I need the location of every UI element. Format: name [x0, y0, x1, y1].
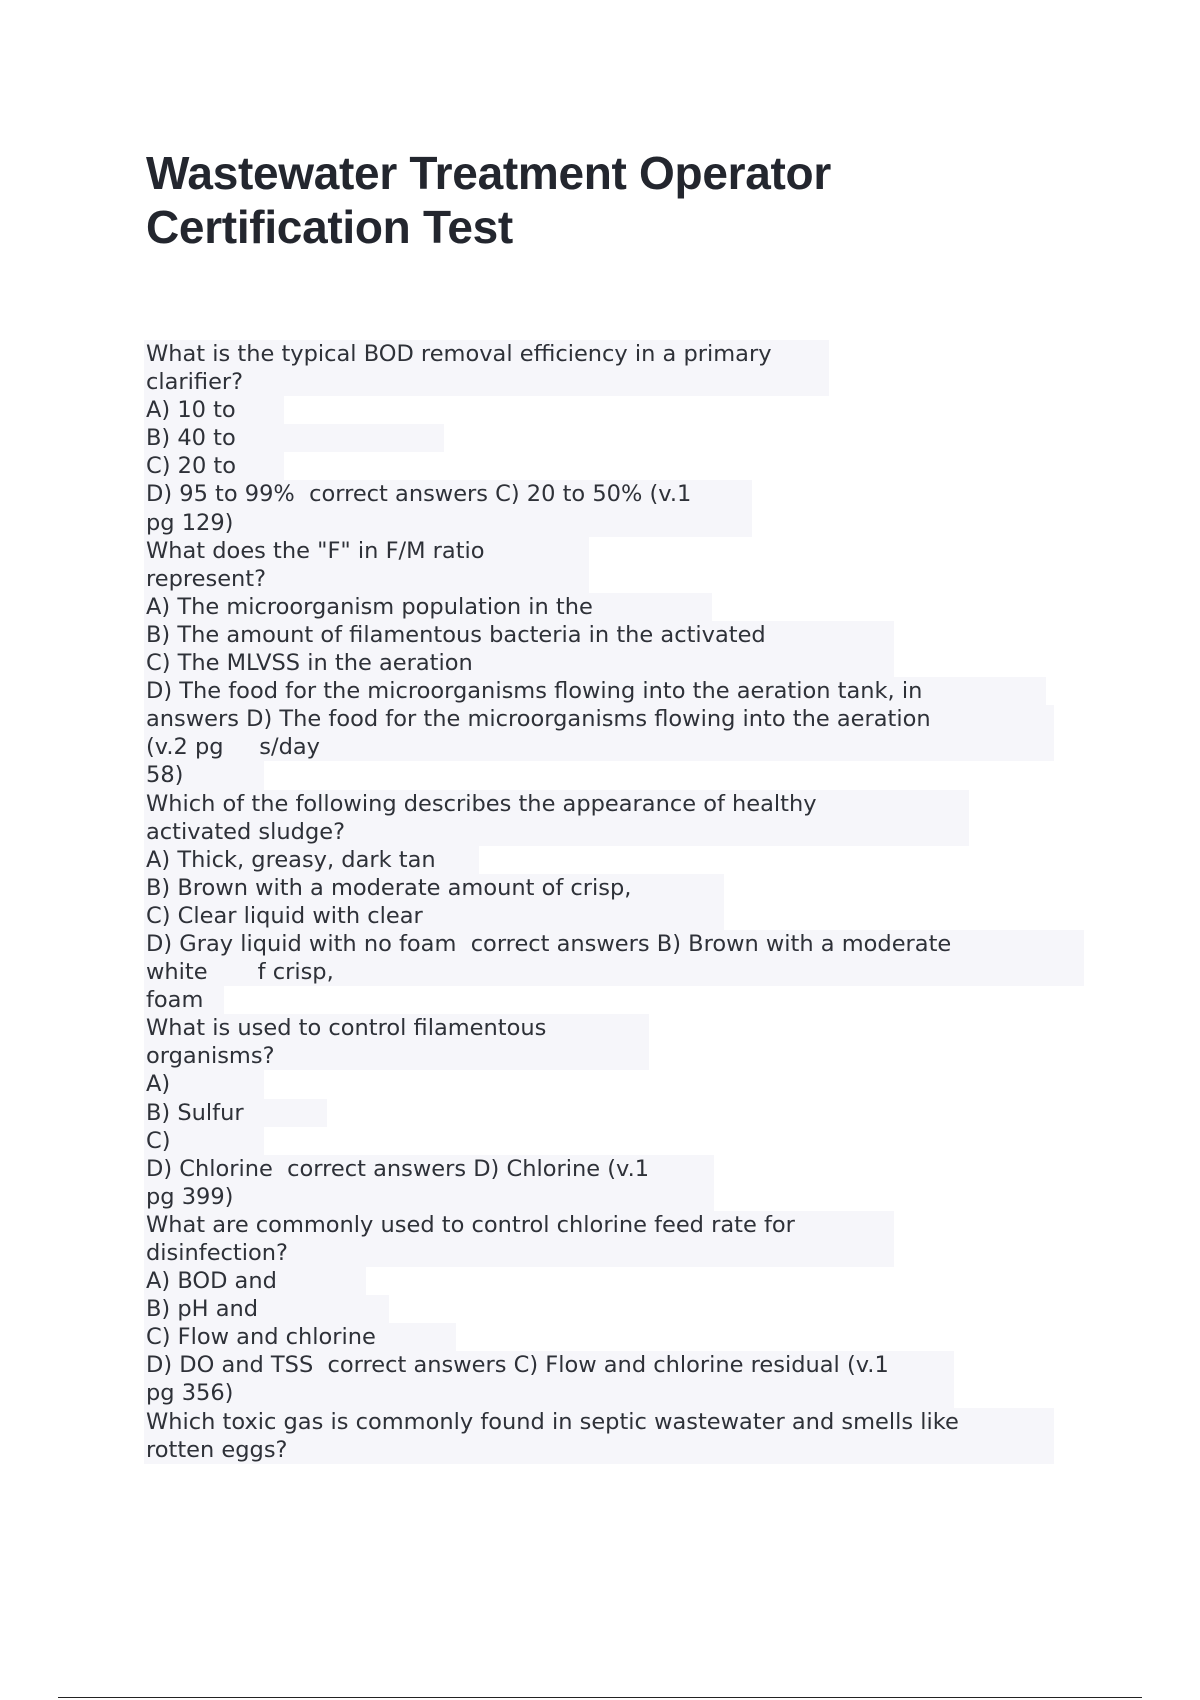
question-answer-list: [146, 340, 1096, 1464]
text-line: A) 10 to: [146, 396, 1096, 424]
text-line: C) Clear liquid with clear: [146, 902, 1096, 930]
text-line: 58): [146, 761, 1096, 789]
text-line: pg 356): [146, 1379, 1096, 1407]
text-line: A): [146, 1070, 1096, 1098]
text-line: What are commonly used to control chlorine feed rate for: [146, 1211, 1096, 1239]
text-line: answers D) The food for the microorganisms flowing into the aeration: [146, 705, 1096, 733]
text-line: C): [146, 1127, 1096, 1155]
text-line: white f crisp,: [146, 958, 1096, 986]
text-line: D) The food for the microorganisms flowing into the aeration tank, in: [146, 677, 1096, 705]
text-line: A) The microorganism population in the: [146, 593, 1096, 621]
text-line: A) BOD and: [146, 1267, 1096, 1295]
text-line: D) Chlorine correct answers D) Chlorine (v.1: [146, 1155, 1096, 1183]
document-title-text: Wastewater Treatment Operator Certification Test: [146, 147, 831, 253]
text-line: clarifier?: [146, 368, 1096, 396]
text-line: D) DO and TSS correct answers C) Flow and chlorine residual (v.1: [146, 1351, 1096, 1379]
footer-divider: [58, 1697, 1142, 1698]
text-line: What is the typical BOD removal efficiency in a primary: [146, 340, 1096, 368]
text-line: B) The amount of filamentous bacteria in the activated: [146, 621, 1096, 649]
text-line: B) 40 to: [146, 424, 1096, 452]
text-line: B) pH and: [146, 1295, 1096, 1323]
text-line: D) 95 to 99% correct answers C) 20 to 50% (v.1: [146, 480, 1096, 508]
text-line: pg 129): [146, 509, 1096, 537]
text-line: C) Flow and chlorine: [146, 1323, 1096, 1351]
text-line: organisms?: [146, 1042, 1096, 1070]
text-line: C) 20 to: [146, 452, 1096, 480]
text-line: rotten eggs?: [146, 1436, 1096, 1464]
text-line: B) Brown with a moderate amount of crisp,: [146, 874, 1096, 902]
text-line: What is used to control filamentous: [146, 1014, 1096, 1042]
text-line: activated sludge?: [146, 818, 1096, 846]
text-line: D) Gray liquid with no foam correct answers B) Brown with a moderate: [146, 930, 1096, 958]
text-line: A) Thick, greasy, dark tan: [146, 846, 1096, 874]
text-line: disinfection?: [146, 1239, 1096, 1267]
text-line: B) Sulfur: [146, 1099, 1096, 1127]
text-line: (v.2 pg s/day: [146, 733, 1096, 761]
text-line: Which of the following describes the appearance of healthy: [146, 790, 1096, 818]
text-line: What does the "F" in F/M ratio: [146, 537, 1096, 565]
text-line: foam: [146, 986, 1096, 1014]
text-line: pg 399): [146, 1183, 1096, 1211]
text-line: Which toxic gas is commonly found in septic wastewater and smells like: [146, 1408, 1096, 1436]
document-title: [146, 146, 906, 254]
text-line: represent?: [146, 565, 1096, 593]
text-line: C) The MLVSS in the aeration: [146, 649, 1096, 677]
